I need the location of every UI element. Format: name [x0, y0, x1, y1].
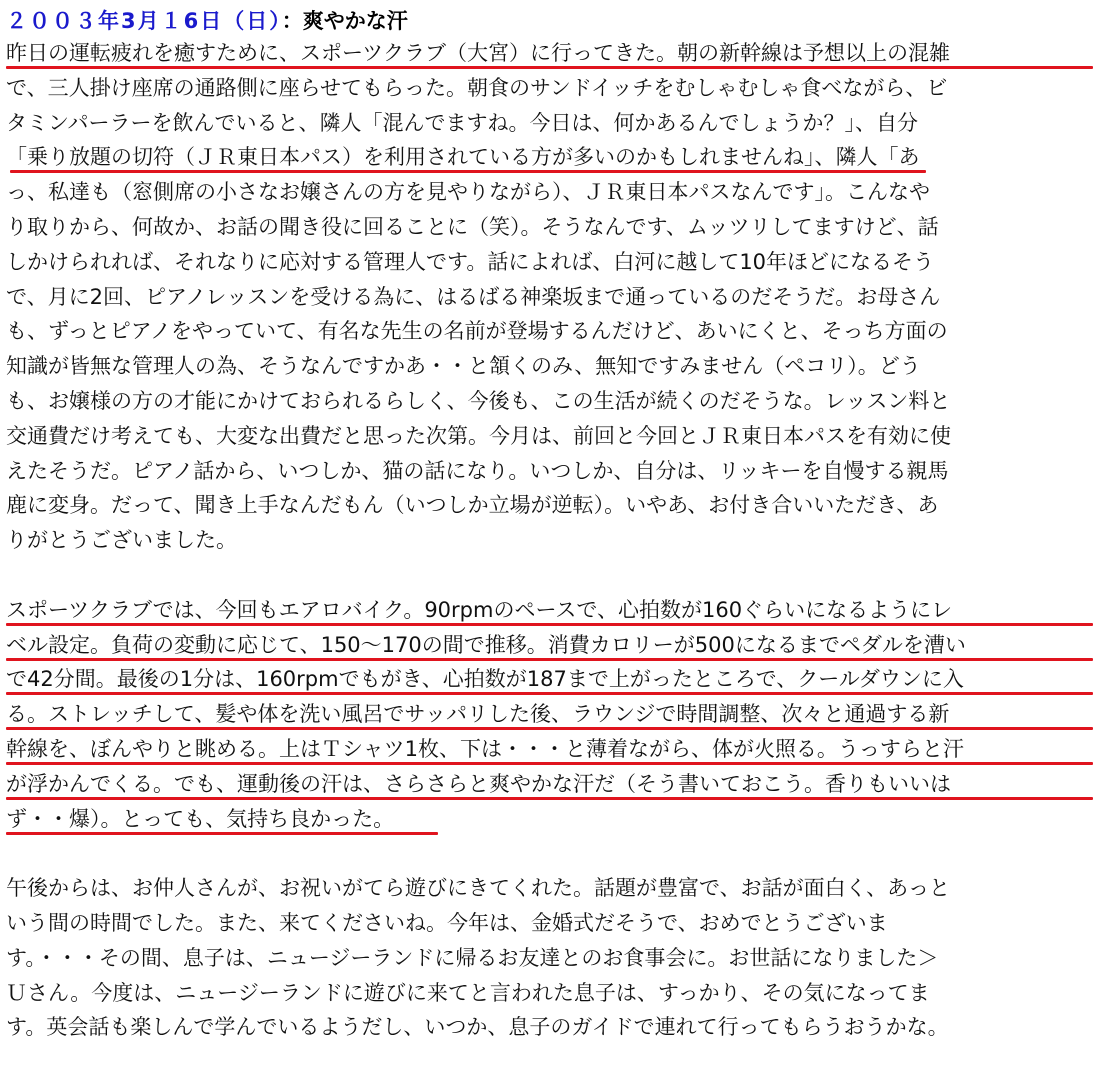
paragraph-sports-club — [6, 593, 1101, 837]
text-line: も、ずっとピアノをやっていて、有名な先生の名前が登場するんだけど、あいにくと、そっち方面の — [6, 319, 948, 344]
text-line: Ｕさん。今度は、ニュージーランドに遊びに来てと言われた息子は、すっかり、その気になってま — [6, 980, 930, 1005]
paragraph-gap — [6, 558, 1101, 593]
text-line: っ、私達も（窓側席の小さなお嬢さんの方を見やりながら）、ＪＲ東日本パスなんです」。こんなや — [6, 180, 930, 205]
text-line: 交通費だけ考えても、大変な出費だと思った次第。今月は、前回と今回とＪＲ東日本パスを有効に使 — [6, 423, 951, 448]
text-line: す。英会話も楽しんで学んでいるようだし、いつか、息子のガイドで連れて行ってもらうおうかな。 — [6, 1015, 949, 1040]
entry-title: 爽やかな汗 — [302, 9, 408, 33]
text-line: ベル設定。負荷の変動に応じて、150～170の間で推移。消費カロリーが500になるまでペダルを漕い — [6, 628, 1101, 663]
text-line: で42分間。最後の1分は、160rpmでもがき、心拍数が187まで上がったところで、クールダウンに入 — [6, 662, 1101, 697]
paragraph-afternoon — [6, 871, 1101, 1045]
text-line: 午後からは、お仲人さんが、お祝いがてら遊びにきてくれた。話題が豊富で、お話が面白く、あっと — [6, 876, 950, 901]
text-line: いう間の時間でした。また、来てくださいね。今年は、金婚式だそうで、おめでとうございま — [6, 910, 888, 935]
text-line: る。ストレッチして、髪や体を洗い風呂でサッパリした後、ラウンジで時間調整、次々と通過する新 — [6, 697, 1101, 732]
text-line: す。・・・その間、息子は、ニュージーランドに帰るお友達とのお食事会に。お世話になりました＞ — [6, 945, 939, 970]
underline-mark — [10, 170, 926, 173]
underline-mark — [6, 727, 1093, 730]
text-line: が浮かんでくる。でも、運動後の汗は、さらさらと爽やかな汗だ（そう書いておこう。香りもいいは — [6, 767, 1101, 802]
text-line: しかけられれば、それなりに応対する管理人です。話によれば、白河に越して10年ほどになるそう — [6, 249, 935, 274]
text-line: も、お嬢様の方の才能にかけておられるらしく、今後も、この生活が続くのだそうな。レッスン料と — [6, 388, 951, 413]
entry-date: ２００３年3月１6日（日） — [6, 9, 282, 33]
text-line: タミンパーラーを飲んでいると、隣人「混んでますね。今日は、何かあるんでしょうか？」、自分 — [6, 110, 919, 135]
underline-mark — [6, 797, 1093, 800]
text-line: えたそうだ。ピアノ話から、いつしか、猫の話になり。いつしか、自分は、リッキーを自慢する親馬 — [6, 458, 949, 483]
text-line: り取りから、何故か、お話の聞き役に回ることに（笑）。そうなんです、ムッツリしてますけど、話 — [6, 214, 939, 239]
paragraph-gap — [6, 836, 1101, 871]
underline-mark — [6, 658, 1093, 661]
underline-mark — [6, 762, 1093, 765]
underline-mark — [6, 692, 1093, 695]
underline-mark — [6, 66, 1093, 69]
text-line: 「乗り放題の切符（ＪＲ東日本パス）を利用されている方が多いのかもしれませんね」、隣人「あ — [6, 140, 1101, 175]
diary-page — [6, 6, 1101, 1045]
text-line: で、月に2回、ピアノレッスンを受ける為に、はるばる神楽坂まで通っているのだそうだ。お母さん — [6, 284, 941, 309]
text-line: りがとうございました。 — [6, 528, 237, 553]
underline-mark — [6, 832, 438, 835]
text-line: ず・・爆）。とっても、気持ち良かった。 — [6, 802, 1101, 837]
text-line: 鹿に変身。だって、聞き上手なんだもん（いつしか立場が逆転）。いやあ、お付き合いいただき、あ — [6, 493, 939, 518]
text-line: 昨日の運転疲れを癒すために、スポーツクラブ（大宮）に行ってきた。朝の新幹線は予想以上の混雑 — [6, 36, 1101, 71]
title-separator: ： — [281, 9, 303, 33]
text-line: 幹線を、ぼんやりと眺める。上はＴシャツ1枚、下は・・・と薄着ながら、体が火照る。うっすらと汗 — [6, 732, 1101, 767]
text-line: スポーツクラブでは、今回もエアロバイク。90rpmのペースで、心拍数が160ぐらいになるようにレ — [6, 593, 1101, 628]
entry-header — [6, 6, 1101, 36]
underline-mark — [6, 623, 1093, 626]
text-line: 知識が皆無な管理人の為、そうなんですかあ・・と頷くのみ、無知ですみません（ペコリ）。どう — [6, 354, 921, 379]
text-line: で、三人掛け座席の通路側に座らせてもらった。朝食のサンドイッチをむしゃむしゃ食べながら、ビ — [6, 75, 948, 100]
paragraph-commute — [6, 36, 1101, 558]
